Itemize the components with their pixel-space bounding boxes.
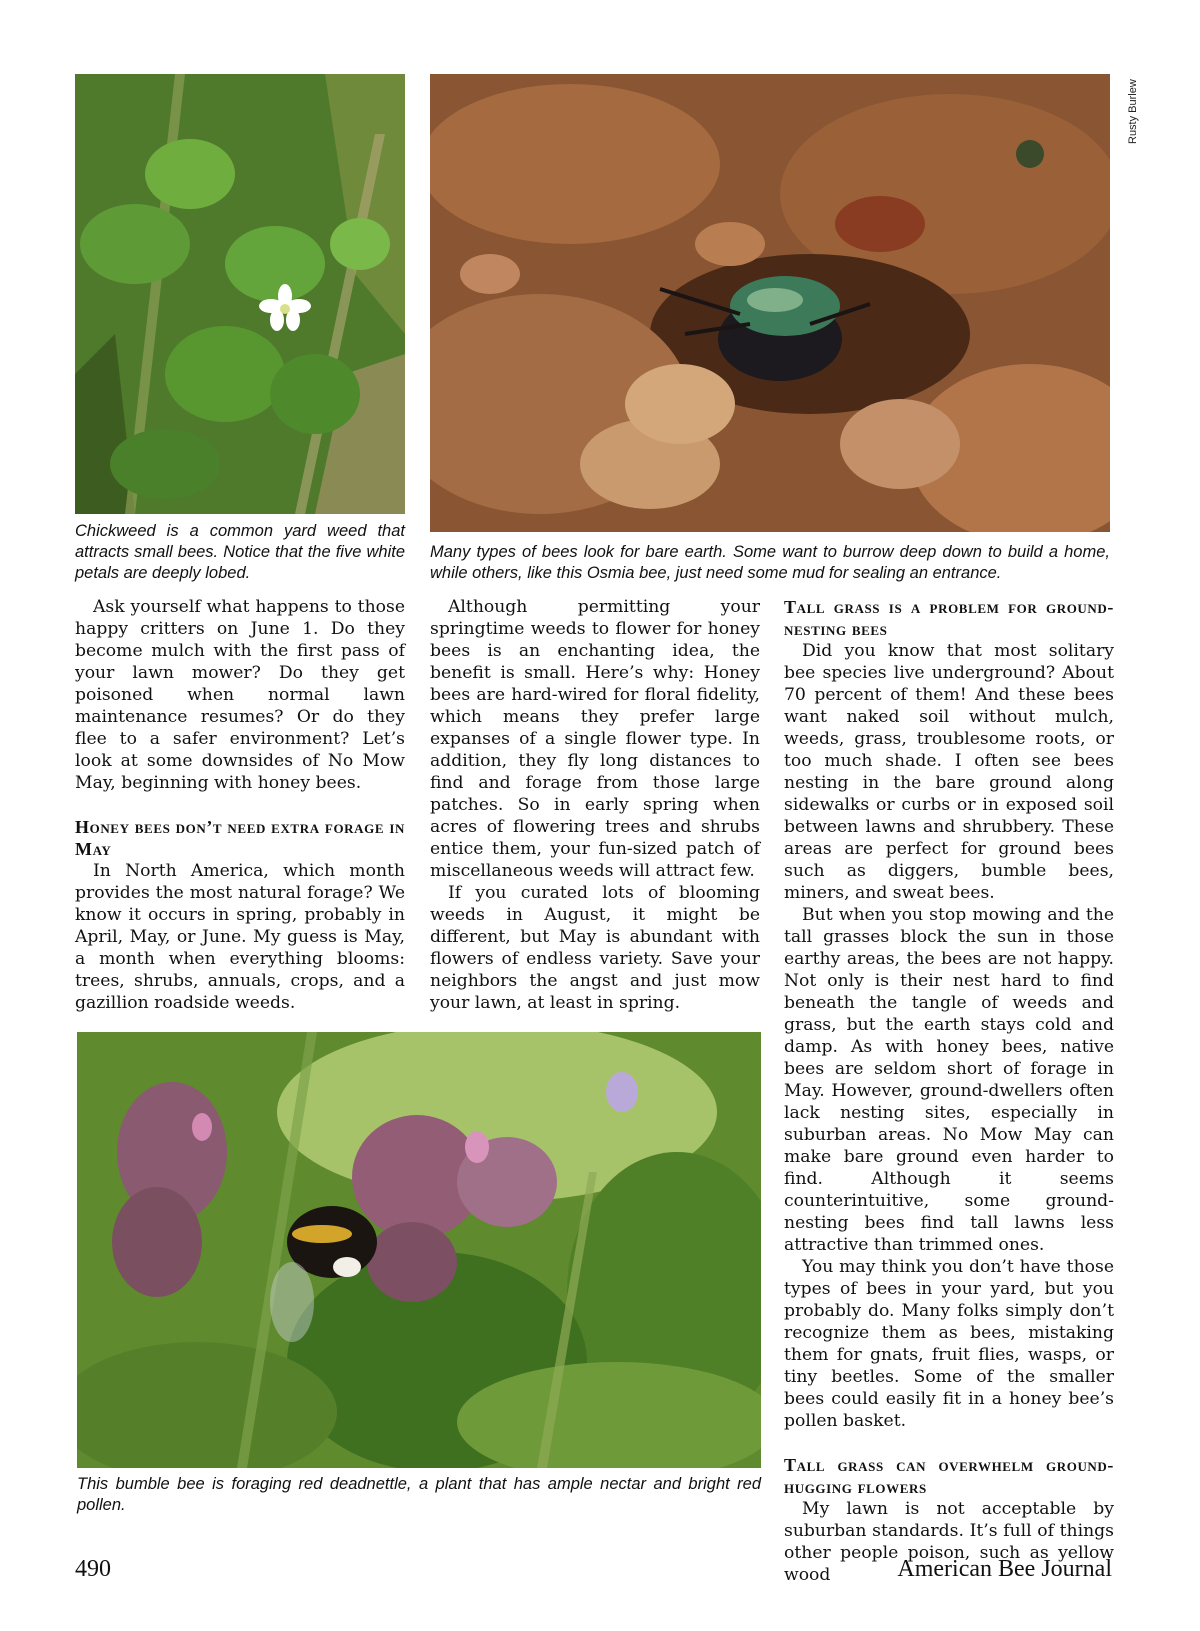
article-column-3: [784, 596, 1114, 1586]
chickweed-photo: [75, 74, 405, 514]
paragraph: My lawn is not acceptable by suburban standards. It’s full of things other people poison, such as yellow wood: [784, 1499, 1114, 1585]
page-number: 490: [75, 1556, 111, 1582]
subheading-honey-bees: Honey bees don’t need extra forage in May: [75, 817, 405, 859]
paragraph: Ask yourself what happens to those happy critters on June 1. Do they become mulch with the first pass of your lawn mower? Do they get poisoned when normal lawn maintenance resumes? Or do they flee to a safer environment? Let’s look at some downsides of No Mow May, beginning with honey bees.: [75, 597, 405, 793]
article-column-1: [75, 596, 405, 1014]
paragraph: You may think you don’t have those types of bees in your yard, but you probably do. Many folks simply don’t recognize them as bees, mistaking them for gnats, fruit flies, wasps, or tiny beetles. Some of the smaller bees could easily fit in a honey bee’s pollen basket.: [784, 1257, 1114, 1431]
bare-earth-caption: Many types of bees look for bare earth. Some want to burrow deep down to build a home, while others, like this Osmia bee, just need some mud for sealing an entrance.: [430, 543, 1110, 582]
journal-name: American Bee Journal: [897, 1556, 1112, 1582]
bumble-bee-caption: This bumble bee is foraging red deadnettle, a plant that has ample nectar and bright red pollen.: [77, 1475, 761, 1514]
osmia-bee-photo: [430, 74, 1110, 532]
paragraph: Did you know that most solitary bee species live underground? About 70 percent of them! And these bees want naked soil without mulch, weeds, grass, troublesome roots, or too much shade. I often see bees nesting in the bare ground along sidewalks or curbs or in exposed soil between lawns and shrubbery. These areas are perfect for ground bees such as diggers, bumble bees, miners, and sweat bees.: [784, 641, 1114, 903]
paragraph: But when you stop mowing and the tall grasses block the sun in those earthy areas, the bees are not happy. Not only is their nest hard to find beneath the tangle of weeds and grass, but the earth stays cold and damp. As with honey bees, native bees are seldom short of forage in May. However, ground-dwellers often lack nesting sites, especially in suburban areas. No Mow May can make bare ground even harder to find. Although it seems counterintuitive, some ground-nesting bees find tall lawns less attractive than trimmed ones.: [784, 905, 1114, 1255]
subheading-ground-hugging: Tall grass can overwhelm ground-hugging flowers: [784, 1455, 1114, 1497]
paragraph: In North America, which month provides the most natural forage? We know it occurs in spring, probably in April, May, or June. My guess is May, a month when everything blooms: trees, shrubs, annuals, crops, and a gazillion roadside weeds.: [75, 861, 405, 1013]
photo-credit-text: Rusty Burlew: [1127, 79, 1139, 144]
chickweed-caption: Chickweed is a common yard weed that attracts small bees. Notice that the five white petals are deeply lobed.: [75, 522, 405, 582]
photo-credit: [1127, 74, 1141, 194]
paragraph: If you curated lots of blooming weeds in August, it might be different, but May is abundant with flowers of endless variety. Save your neighbors the angst and just mow your lawn, at least in spring.: [430, 883, 760, 1013]
subheading-ground-nesting: Tall grass is a problem for ground-nesting bees: [784, 597, 1114, 639]
article-column-2: [430, 596, 760, 1014]
paragraph: Although permitting your springtime weeds to flower for honey bees is an enchanting idea, the benefit is small. Here’s why: Honey bees are hard-wired for floral fidelity, which means they prefer large expanses of a single flower type. In addition, they fly long distances to find and forage from those large patches. So in early spring when acres of flowering trees and shrubs entice them, your fun-sized patch of miscellaneous weeds will attract few.: [430, 597, 760, 881]
bumble-bee-photo: [77, 1032, 761, 1468]
